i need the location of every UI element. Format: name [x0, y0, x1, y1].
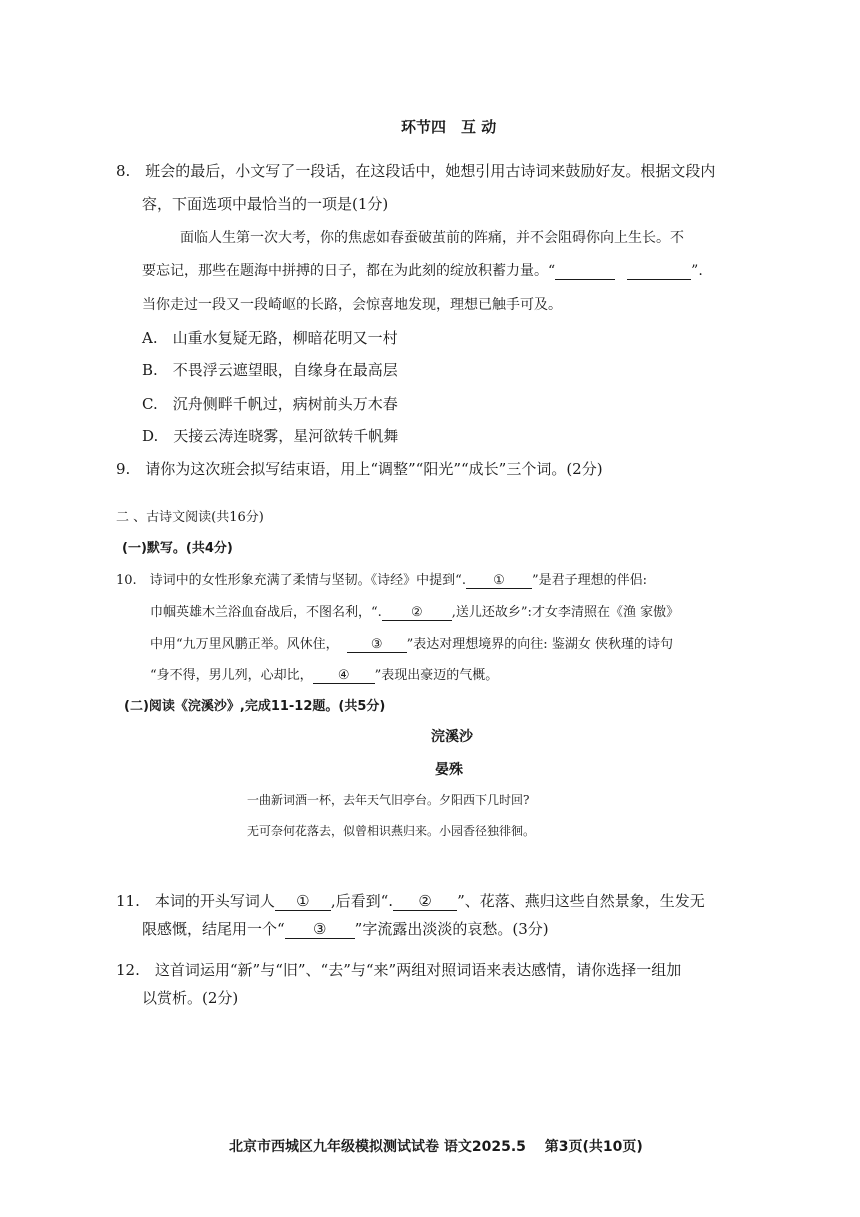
q10-text-3b: ”表达对理想境界的向往: 鉴湖女 侠秋瑾的诗句 [406, 637, 673, 652]
q10-line4 [150, 664, 498, 684]
q11-blank-2: ② [393, 893, 457, 911]
part2-sub2-title: (二)阅读《浣溪沙》,完成11-12题。(共5分) [124, 699, 386, 714]
q11-line2 [142, 918, 549, 939]
q10-text-1b: ”是君子理想的伴侣: [531, 573, 647, 588]
page-footer: 北京市西城区九年级模拟测试试卷 语文2025.5 第3页(共10页) [229, 1139, 643, 1155]
q11-blank-3: ③ [285, 921, 355, 939]
q8-line2: 容，下面选项中最恰当的一项是(1分) [142, 195, 389, 213]
q10-line1 [116, 569, 647, 589]
q10-text-2a: 巾帼英雄木兰浴血奋战后，不图名利，“. [150, 605, 382, 620]
q10-line3 [150, 633, 673, 653]
q8-line1: 8. 班会的最后，小文写了一段话，在这段话中，她想引用古诗词来鼓励好友。根据文段内 [116, 162, 716, 180]
q11-line1 [116, 890, 705, 911]
q10-blank-3: ③ [347, 638, 407, 653]
q11-text-1b: ,后看到“. [330, 892, 394, 910]
q8-passage-line3: 当你走过一段又一段崎岖的长路，会惊喜地发现，理想已触手可及。 [142, 297, 562, 313]
q11-text-1a: 11. 本词的开头写词人 [116, 892, 275, 910]
q8-blank-1 [555, 264, 615, 280]
q8-passage-text-a: 要忘记，那些在题海中拼搏的日子，都在为此刻的绽放积蓄力量。“ [142, 263, 556, 279]
q8-option-c: C. 沉舟侧畔千帆过，病树前头万木春 [142, 395, 398, 413]
poem-line1: 一曲新词酒一杯，去年天气旧亭台。夕阳西下几时回? [247, 793, 530, 807]
q8-blank-2 [627, 264, 691, 280]
q12-line2: 以赏析。(2分) [142, 989, 239, 1007]
q10-text-4a: “身不得，男儿列，心却比， [150, 668, 313, 683]
q11-blank-1: ① [275, 893, 331, 911]
q8-passage-line2 [142, 260, 703, 280]
q10-text-2b: ,送儿还故乡”:才女李清照在《渔 家傲》 [451, 605, 680, 620]
poem-line2: 无可奈何花落去，似曾相识燕归来。小园香径独徘徊。 [247, 824, 536, 838]
q10-blank-1: ① [466, 574, 532, 589]
q8-passage-line1: 面临人生第一次大考，你的焦虑如春蚕破茧前的阵痛，并不会阻碍你向上生长。不 [180, 230, 684, 246]
poem-title: 浣溪沙 [431, 729, 473, 745]
q8-option-b: B. 不畏浮云遮望眼，自缘身在最高层 [142, 361, 398, 379]
q9-text: 9. 请你为这次班会拟写结束语，用上“调整”“阳光”“成长”三个词。(2分) [116, 460, 603, 478]
section4-title: 环节四 互 动 [401, 118, 497, 136]
q12-line1: 12. 这首词运用“新”与“旧”、“去”与“来”两组对照词语来表达感情，请你选择一组加 [116, 961, 682, 979]
q10-text-3a: 中用“九万里风鹏正举。风休住， [150, 637, 339, 652]
q8-option-d: D. 天接云涛连晓雾，星河欲转千帆舞 [142, 427, 399, 445]
q11-text-2b: ”字流露出淡淡的哀愁。(3分) [354, 920, 549, 938]
q8-passage-text-b: ”. [691, 263, 703, 279]
part2-sub1-title: (一)默写。(共4分) [122, 541, 233, 556]
q10-blank-4: ④ [313, 669, 375, 684]
q8-option-a: A. 山重水复疑无路，柳暗花明又一村 [142, 329, 398, 347]
q10-line2 [150, 601, 679, 621]
q10-blank-2: ② [382, 606, 452, 621]
q10-text-4b: ”表现出豪迈的气概。 [374, 668, 499, 683]
q11-text-1c: ”、花落、燕归这些自然景象，生发无 [457, 892, 705, 910]
poem-author: 晏殊 [435, 762, 463, 778]
part2-title: 二 、古诗文阅读(共16分) [116, 510, 264, 525]
q11-text-2a: 限感慨，结尾用一个“ [142, 920, 285, 938]
q10-text-1a: 10. 诗词中的女性形象充满了柔情与坚韧。《诗经》中提到“. [116, 573, 466, 588]
